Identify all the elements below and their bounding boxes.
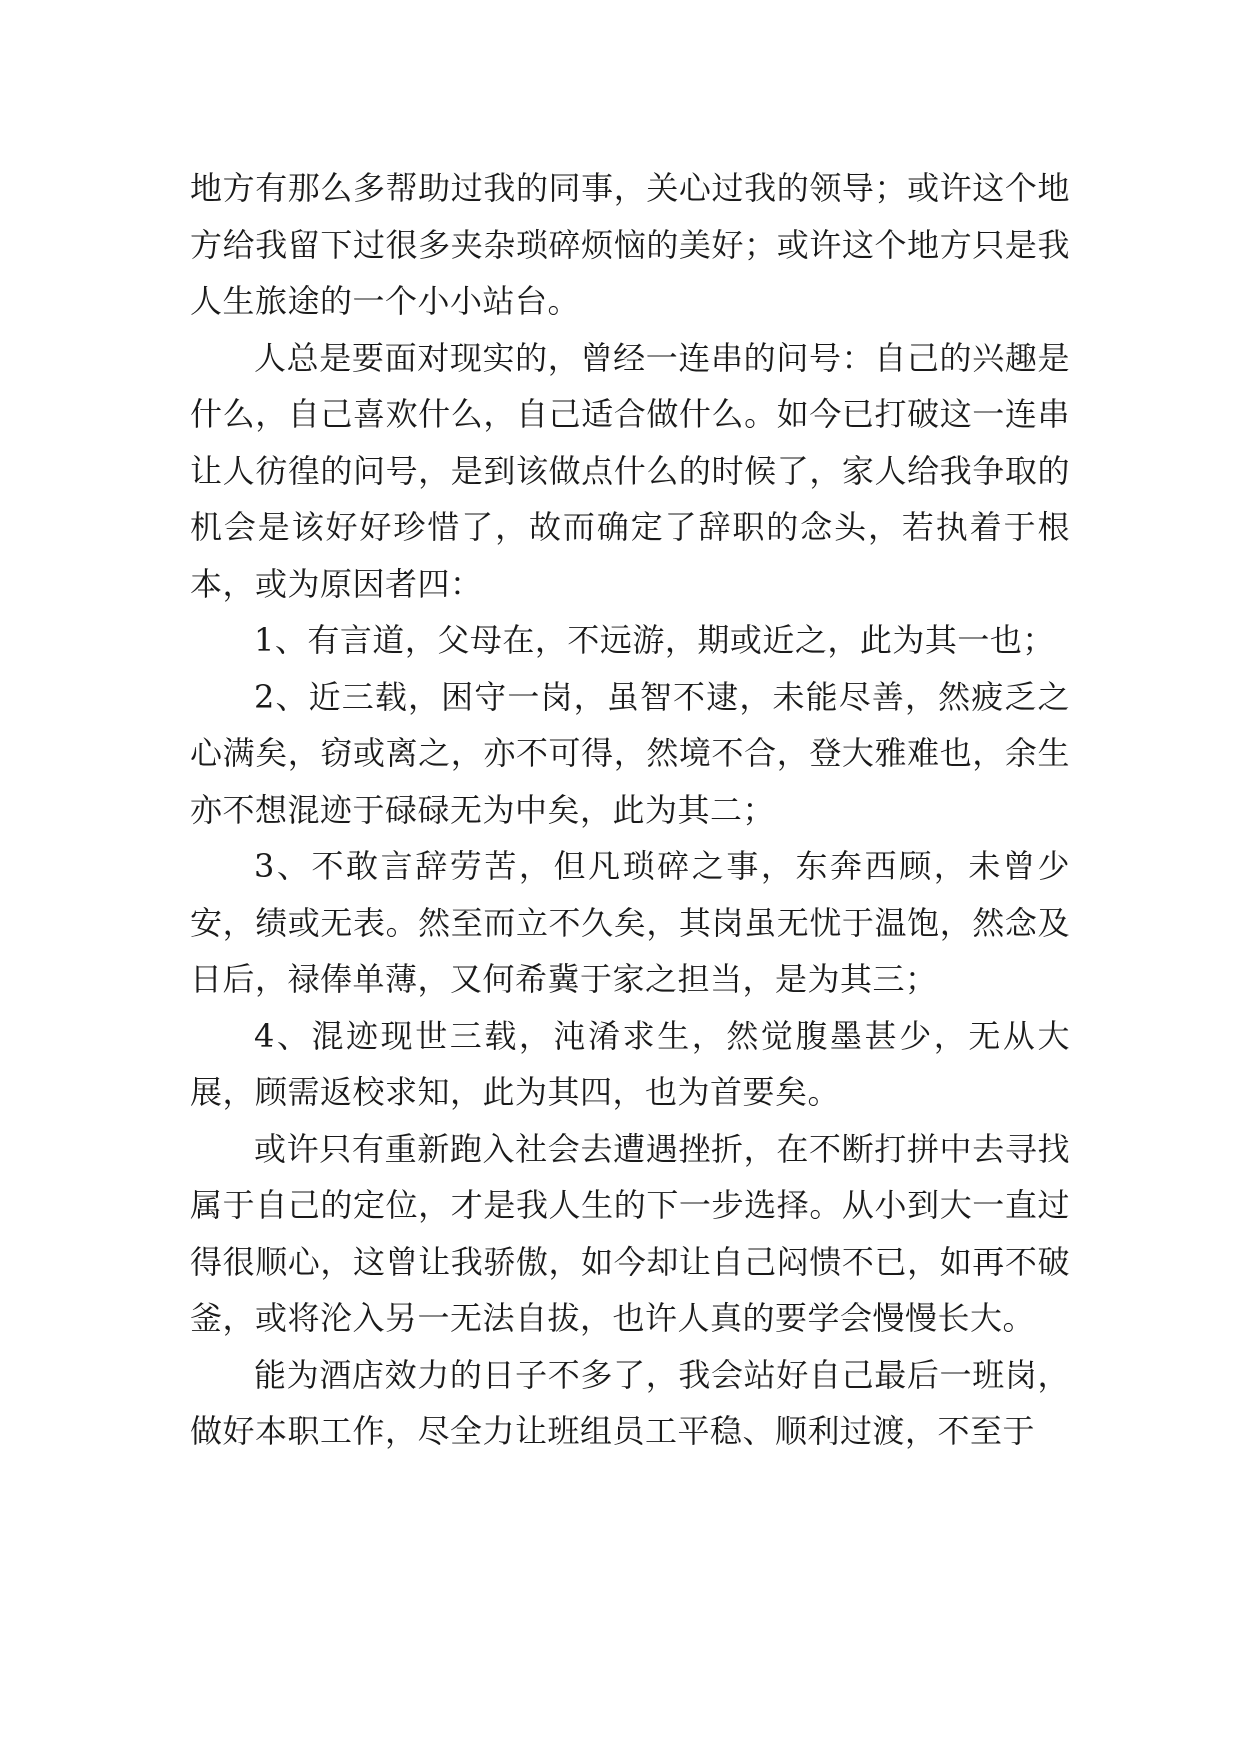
document-body: [190, 160, 1070, 1460]
paragraph-1: 地方有那么多帮助过我的同事，关心过我的领导；或许这个地方给我留下过很多夹杂琐碎烦恼的美好；或许这个地方只是我人生旅途的一个小小站台。: [190, 169, 1070, 320]
list-item-1: 1、有言道，父母在，不远游，期或近之，此为其一也；: [254, 621, 1055, 659]
list-item-2: 2、近三载，困守一岗，虽智不逮，未能尽善，然疲乏之心满矣，窃或离之，亦不可得，然境不合，登大雅难也，余生亦不想混迹于碌碌无为中矣，此为其二；: [190, 677, 1070, 829]
paragraph-3: 或许只有重新跑入社会去遭遇挫折，在不断打拼中去寻找属于自己的定位，才是我人生的下一步选择。从小到大一直过得很顺心，这曾让我骄傲，如今却让自己闷愦不已，如再不破釜，或将沦入另一无法自拔，也许人真的要学会慢慢长大。: [190, 1129, 1070, 1337]
paragraph-2: 人总是要面对现实的，曾经一连串的问号：自己的兴趣是什么，自己喜欢什么，自己适合做什么。如今已打破这一连串让人彷徨的问号，是到该做点什么的时候了，家人给我争取的机会是该好好珍惜了，故而确定了辞职的念头，若执着于根本，或为原因者四：: [190, 338, 1070, 603]
list-item-3: 3、不敢言辞劳苦，但凡琐碎之事，东奔西顾，未曾少安，绩或无表。然至而立不久矣，其岗虽无忧于温饱，然念及日后，禄俸单薄，又何希冀于家之担当，是为其三；: [190, 847, 1070, 998]
list-item-4: 4、混迹现世三载，沌淆求生，然觉腹墨甚少，无从大展，顾需返校求知，此为其四，也为首要矣。: [190, 1016, 1070, 1111]
paragraph-4: 能为酒店效力的日子不多了，我会站好自己最后一班岗，做好本职工作，尽全力让班组员工平稳、顺利过渡，不至于: [190, 1355, 1070, 1450]
